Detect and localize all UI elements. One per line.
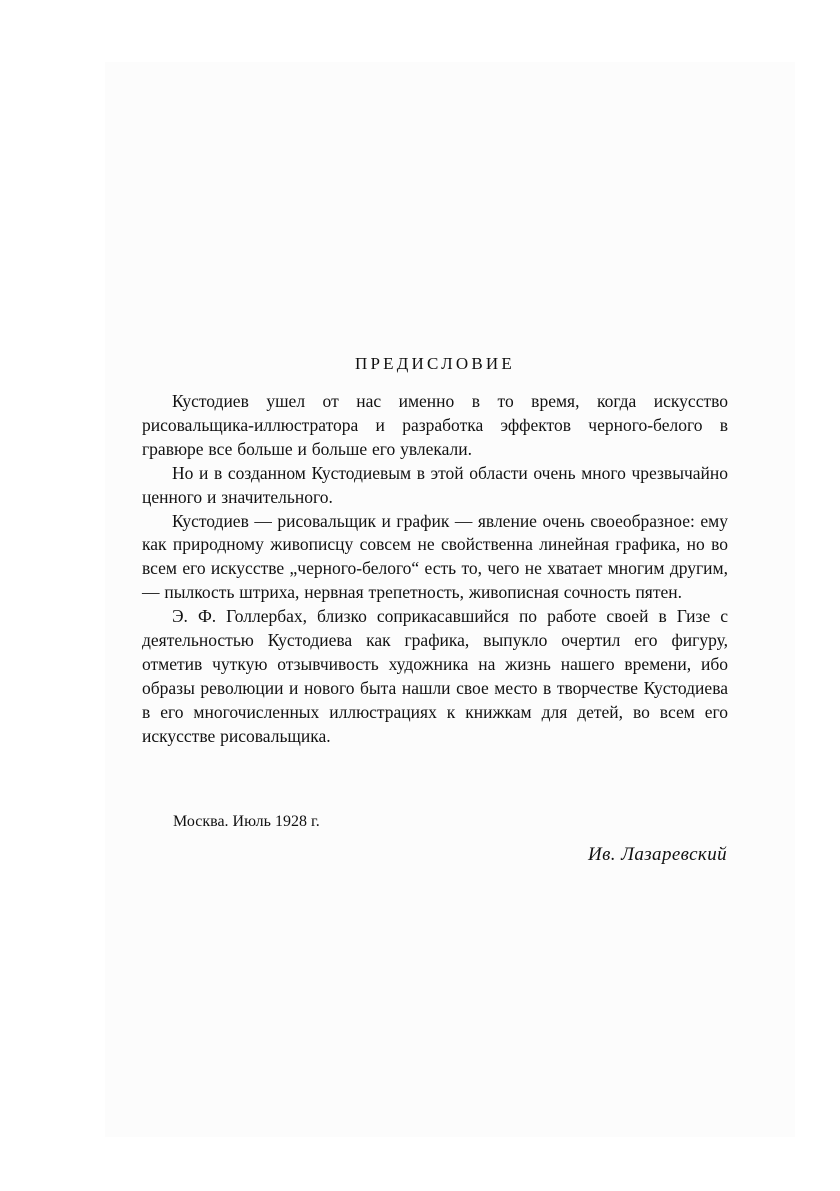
paragraph-2: Но и в созданном Кустодиевым в этой области очень много чрезвычайно ценного и значительного. [142,462,728,507]
page-title: ПРЕДИСЛОВИЕ [355,354,515,373]
paragraph-3: Кустодиев — рисовальщик и график — явление очень своеобразное: ему как природному живописцу совсем не свойственна линейная графика, но во всем его искусстве „черного-белого“ есть то, чего не хватает многим другим, — пылкость штриха, нервная трепетность, живописная сочность пятен. [142,510,728,603]
paragraph-4: Э. Ф. Голлербах, близко соприкасавшийся по работе своей в Гизе с деятельностью Кустодиева как графика, выпукло очертил его фигуру, отметив чуткую отзывчивость художника на жизнь нашего времени, ибо образы революции и нового быта нашли свое место в творчестве Кустодиева в его многочисленных иллюстрациях к книжкам для детей, во всем его искусстве рисовальщика. [142,606,728,746]
author-signature: Ив. Лазаревский [588,844,727,865]
paragraph-1: Кустодиев ушел от нас именно в то время, когда искусство рисовальщика-иллюстратора и разработка эффектов черного-белого в гравюре все больше и больше его увлекали. [142,391,728,459]
dateline: Москва. Июль 1928 г. [173,813,320,830]
body-text [142,390,728,749]
